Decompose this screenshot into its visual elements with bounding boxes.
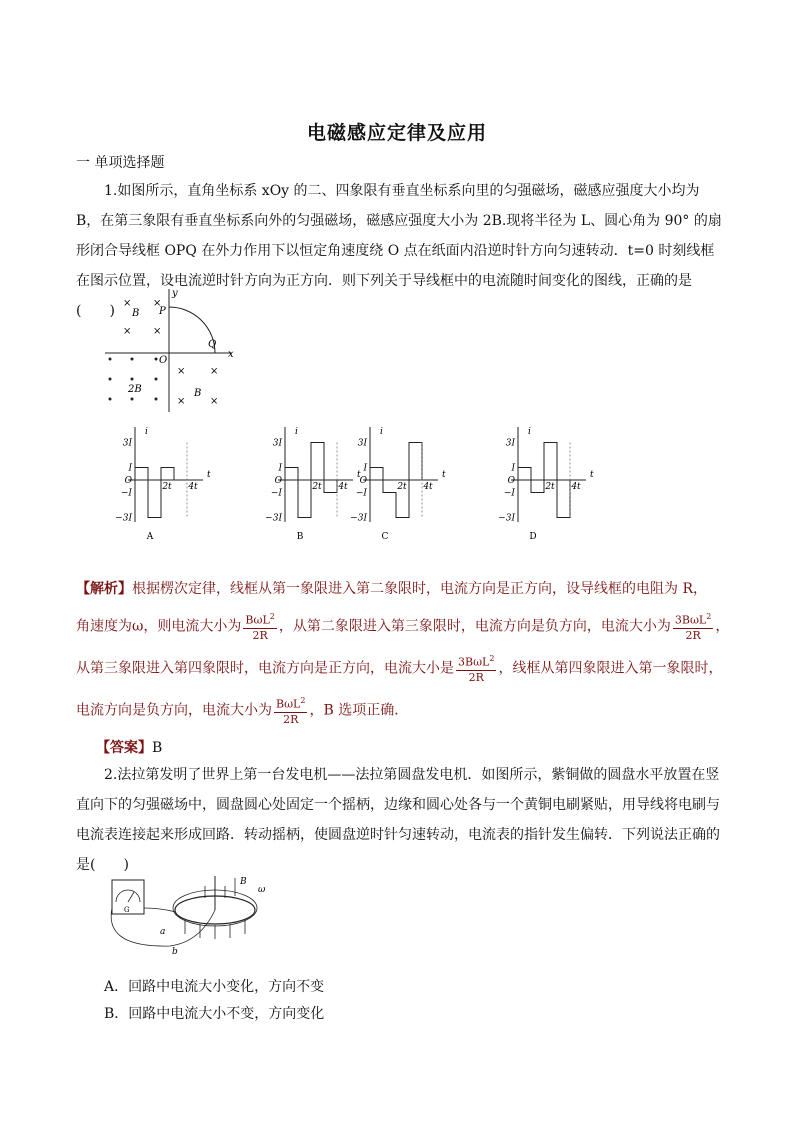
y-tick-label: I <box>128 463 132 474</box>
analysis-tag: 【解析】 <box>76 581 132 597</box>
x-tick-label: 2t <box>312 482 322 492</box>
point-q-label: Q <box>208 339 217 350</box>
fraction: $\frac{B\omega L^2}{2R}$ <box>276 696 306 726</box>
field-b-label: B <box>194 388 202 399</box>
question-2-text: 2.法拉第发明了世界上第一台发电机——法拉第圆盘发电机．如图所示，紫铜做的圆盘水平放置在竖直向下的匀强磁场中，圆盘圆心处固定一个摇柄，边缘和圆心处各与一个黄铜电刷紧贴，用导线将电刷与电流表连接起来形成回路．转动摇柄，使圆盘逆时针匀速转动，电流表的指针发生偏转．下列说法正确的是( ) <box>76 767 720 873</box>
y-tick-label: 3I <box>272 438 282 449</box>
q1-coordinate-figure <box>100 284 240 414</box>
y-tick-label: O <box>274 476 282 486</box>
wire-a-label: a <box>160 927 166 937</box>
y-tick-label: −3I <box>498 513 515 524</box>
y-tick-label: I <box>278 463 282 474</box>
omega-label: ω <box>258 885 266 895</box>
i-axis-label: i <box>295 427 298 437</box>
origin-label: O <box>159 355 168 366</box>
y-tick-label: −3I <box>265 513 282 524</box>
wire-b-label: b <box>172 947 178 957</box>
analysis-line-1: 【解析】根据楞次定律，线框从第一象限进入第二象限时，电流方向是正方向，设导线框的电阻为 R， <box>76 581 707 597</box>
option-b: B．回路中电流大小不变，方向变化 <box>104 1006 325 1022</box>
y-tick-label: O <box>359 476 367 486</box>
answer-line <box>96 737 162 757</box>
y-tick-label: −3I <box>115 513 132 524</box>
y-tick-label: −I <box>120 488 132 499</box>
current-step-line <box>135 468 187 518</box>
x-tick-label: 2t <box>545 482 555 492</box>
page-title: 电磁感应定律及应用 <box>306 122 487 144</box>
y-tick-label: I <box>511 463 515 474</box>
y-tick-label: 3I <box>357 438 367 449</box>
t-axis-label: t <box>207 470 211 480</box>
fraction: $\frac{B\omega L^2}{2R}$ <box>245 612 275 642</box>
svg-text:×: × <box>177 366 186 377</box>
x-tick-label: 4t <box>423 482 433 492</box>
y-tick-label: −3I <box>350 513 367 524</box>
x-tick-label: 4t <box>338 482 348 492</box>
field-b-label: B <box>240 877 247 887</box>
t-axis-label: t <box>357 470 361 480</box>
y-axis-label: y <box>172 288 178 299</box>
analysis-line-4: 电流方向是负方向，电流大小为 $\frac{B\omega L^2}{2R}$ ，B 选项正确． <box>76 696 409 726</box>
fraction: $\frac{3B\omega L^2}{2R}$ <box>458 654 495 684</box>
i-axis-label: i <box>145 427 148 437</box>
svg-text:×: × <box>153 326 162 337</box>
option-label: C <box>381 532 389 542</box>
i-axis-label: i <box>380 427 383 437</box>
point-p-label: P <box>159 306 166 317</box>
y-tick-label: I <box>363 463 367 474</box>
analysis-line-3: 从第三象限进入第四象限时，电流方向是正方向，电流大小是 $\frac{3B\omega L^2}{2R}$ ，线框从第四象限进入第一象限时， <box>76 654 723 684</box>
y-tick-label: −I <box>503 488 515 499</box>
q2-faraday-disk-figure <box>100 868 275 968</box>
x-axis-label: x <box>228 349 234 360</box>
x-tick-label: 2t <box>397 482 407 492</box>
i-axis-label: i <box>528 427 531 437</box>
t-axis-label: t <box>442 470 446 480</box>
field-in-mark: × <box>123 298 132 309</box>
y-tick-label: 3I <box>505 438 515 449</box>
svg-text:×: × <box>123 326 132 337</box>
svg-text:×: × <box>210 366 219 377</box>
option-graph-c <box>345 424 445 544</box>
option-label: A <box>146 532 154 542</box>
svg-text:×: × <box>153 298 162 309</box>
answer-tag: 【答案】 <box>96 740 152 756</box>
field-b-label: B <box>132 308 140 319</box>
x-tick-label: 4t <box>571 482 581 492</box>
option-a: A．回路中电流大小变化，方向不变 <box>104 979 325 995</box>
fraction: $\frac{3B\omega L^2}{2R}$ <box>674 612 712 642</box>
x-tick-label: 2t <box>162 482 172 492</box>
y-tick-label: −I <box>355 488 367 499</box>
y-tick-label: O <box>507 476 515 486</box>
field-2b-label: 2B <box>128 384 142 395</box>
y-tick-label: −I <box>270 488 282 499</box>
svg-text:×: × <box>210 396 219 407</box>
option-label: B <box>296 532 304 542</box>
t-axis-label: t <box>590 470 594 480</box>
y-tick-label: O <box>124 476 132 486</box>
x-tick-label: 4t <box>188 482 198 492</box>
answer-value: B <box>152 740 163 756</box>
option-label: D <box>529 532 537 542</box>
option-graph-a <box>110 424 210 544</box>
svg-text:×: × <box>177 396 186 407</box>
ammeter-label: G <box>124 906 130 914</box>
analysis-line-2: 角速度为ω，则电流大小为 $\frac{B\omega L^2}{2R}$ ，从第二象限进入第三象限时，电流方向是负方向，电流大小为 $\frac{3B\omega L^2}{2R}$ ， <box>76 612 730 642</box>
y-tick-label: 3I <box>122 438 132 449</box>
section-heading: 一 单项选择题 <box>76 155 165 171</box>
question-1-text: 1.如图所示，直角坐标系 xOy 的二、四象限有垂直坐标系向里的匀强磁场，磁感应强度大小均为 B，在第三象限有垂直坐标系向外的匀强磁场，磁感应强度大小为 2B.现将半径为 L、圆心角为 90° 的扇形闭合导线框 OPQ 在外力作用下以恒定角速度绕 O 点在纸面内沿逆时针方向匀速转动．t=0 时刻线框在图示位置，设电流逆时针方向为正方向．则下列关于导线框中的电流随时间变化的图线，正确的是( ) <box>76 183 722 319</box>
option-graph-d <box>493 424 593 544</box>
